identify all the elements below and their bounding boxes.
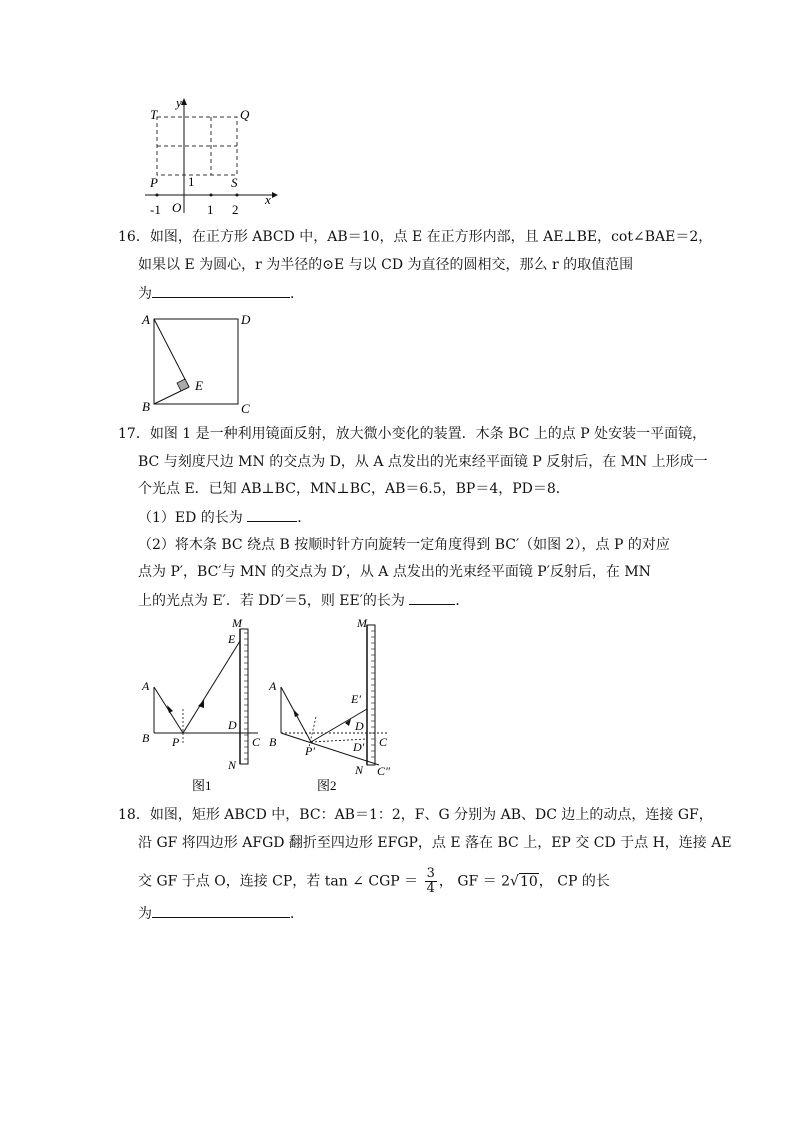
q18-line3-b: ， GF ＝ 2 xyxy=(438,873,511,890)
f1-label-E: E xyxy=(228,632,236,646)
label-Q: Q xyxy=(240,107,250,122)
q17-sub2-line2: 点为 P′，BC′与 MN 的交点为 D′，从 A 点发出的光束经平面镜 P′反射后，在 MN xyxy=(138,564,651,580)
label-P: P xyxy=(150,175,158,190)
x-tick-1: 1 xyxy=(207,202,214,217)
f2-label-D: D xyxy=(355,719,364,733)
f1-label-M: M xyxy=(232,616,242,630)
q17-sub1-end: ． xyxy=(297,510,312,526)
axis-x-label: x xyxy=(265,192,271,207)
sq-label-E: E xyxy=(195,378,203,393)
f2-label-C1: C″ xyxy=(377,764,391,778)
mirror-figure-1 xyxy=(138,615,273,795)
f1-label-A: A xyxy=(142,679,150,693)
fig2-caption: 图2 xyxy=(317,778,337,793)
q17-line3: 个光点 E．已知 AB⊥BC，MN⊥BC，AB＝6.5，BP＝4，PD＝8． xyxy=(138,481,570,497)
tan-fraction xyxy=(425,867,437,896)
sqrt-sign: √ xyxy=(510,873,519,890)
axis-y-label: y xyxy=(176,95,182,110)
f2-label-C: C xyxy=(379,735,388,749)
sqrt-value: 10 xyxy=(519,873,538,890)
f2-label-A: A xyxy=(269,679,277,693)
q18-line3 xyxy=(138,867,610,896)
f1-label-B: B xyxy=(142,731,150,745)
sq-label-B: B xyxy=(142,399,150,414)
q17-sub2-line1: （2）将木条 BC 绕点 B 按顺时针方向旋转一定角度得到 BC′（如图 2），点 P 的对应 xyxy=(138,537,670,553)
square-figure xyxy=(138,310,258,420)
f2-label-D1: D′ xyxy=(353,740,365,754)
q17-sub2-line3-text: 上的光点为 E′．若 DD′＝5，则 EE′的长为 xyxy=(138,593,405,609)
f1-label-P: P xyxy=(172,735,180,749)
q17-sub2-end: ． xyxy=(455,593,470,609)
x-tick-2: 2 xyxy=(232,202,239,217)
origin-label: O xyxy=(172,200,182,215)
q17-sub1 xyxy=(138,507,311,528)
f2-label-B: B xyxy=(269,735,277,749)
q17-sub2-line3 xyxy=(138,590,469,611)
q16-line1: 16．如图，在正方形 ABCD 中，AB＝10，点 E 在正方形内部，且 AE⊥BE，cot∠BAE＝2， xyxy=(118,229,713,245)
fig1-caption: 图1 xyxy=(192,778,212,793)
label-T: T xyxy=(150,107,158,122)
q18-line3-c: ， CP 的长 xyxy=(538,873,610,890)
x-tick-neg1: -1 xyxy=(150,202,161,217)
q16-line3-text: 为 xyxy=(138,286,152,302)
f2-label-P1: P′ xyxy=(305,744,315,758)
coordinate-grid-figure xyxy=(140,95,280,220)
q17-sub1-blank[interactable] xyxy=(247,507,297,522)
q16-line3 xyxy=(138,283,304,304)
f2-label-M: M xyxy=(357,616,367,630)
q16-answer-blank[interactable] xyxy=(152,283,290,298)
sq-label-D: D xyxy=(241,312,251,327)
q17-sub2-blank[interactable] xyxy=(409,590,455,605)
f1-label-D: D xyxy=(228,718,237,732)
sq-label-A: A xyxy=(142,312,150,327)
f2-label-E1: E′ xyxy=(351,692,361,706)
tan-numerator: 3 xyxy=(426,866,435,881)
q17-line2: BC 与刻度尺边 MN 的交点为 D，从 A 点发出的光束经平面镜 P 反射后，在 MN 上形成一 xyxy=(138,454,708,470)
q17-sub1-text: （1）ED 的长为 xyxy=(138,510,243,526)
q18-line4-end: ． xyxy=(290,906,304,922)
q18-line1: 18．如图，矩形 ABCD 中，BC：AB＝1：2，F、G 分别为 AB、DC 边上的动点，连接 GF， xyxy=(118,807,713,823)
sq-label-C: C xyxy=(241,401,250,416)
q18-line2: 沿 GF 将四边形 AFGD 翻折至四边形 EFGP，点 E 落在 BC 上，EP 交 CD 于点 H，连接 AE xyxy=(138,835,732,851)
y-tick-1: 1 xyxy=(188,174,195,189)
q17-line1: 17．如图 1 是一种利用镜面反射，放大微小变化的装置．木条 BC 上的点 P 处安装一平面镜， xyxy=(118,426,707,442)
q18-line3-a: 交 GF 于点 O，连接 CP，若 tan ∠ CGP ＝ xyxy=(138,873,419,890)
q18-answer-blank[interactable] xyxy=(152,903,290,918)
mirror-figure-2 xyxy=(265,615,405,795)
tan-denominator: 4 xyxy=(426,881,435,896)
q16-line3-end: ． xyxy=(290,286,304,302)
f2-label-N: N xyxy=(355,763,364,777)
label-S: S xyxy=(231,175,238,190)
q18-line4 xyxy=(138,903,304,924)
f1-label-N: N xyxy=(228,758,237,772)
q18-line4-text: 为 xyxy=(138,906,152,922)
f1-label-C: C xyxy=(252,735,261,749)
q16-line2: 如果以 E 为圆心，r 为半径的⊙E 与以 CD 为直径的圆相交，那么 r 的取值范围 xyxy=(138,257,634,273)
